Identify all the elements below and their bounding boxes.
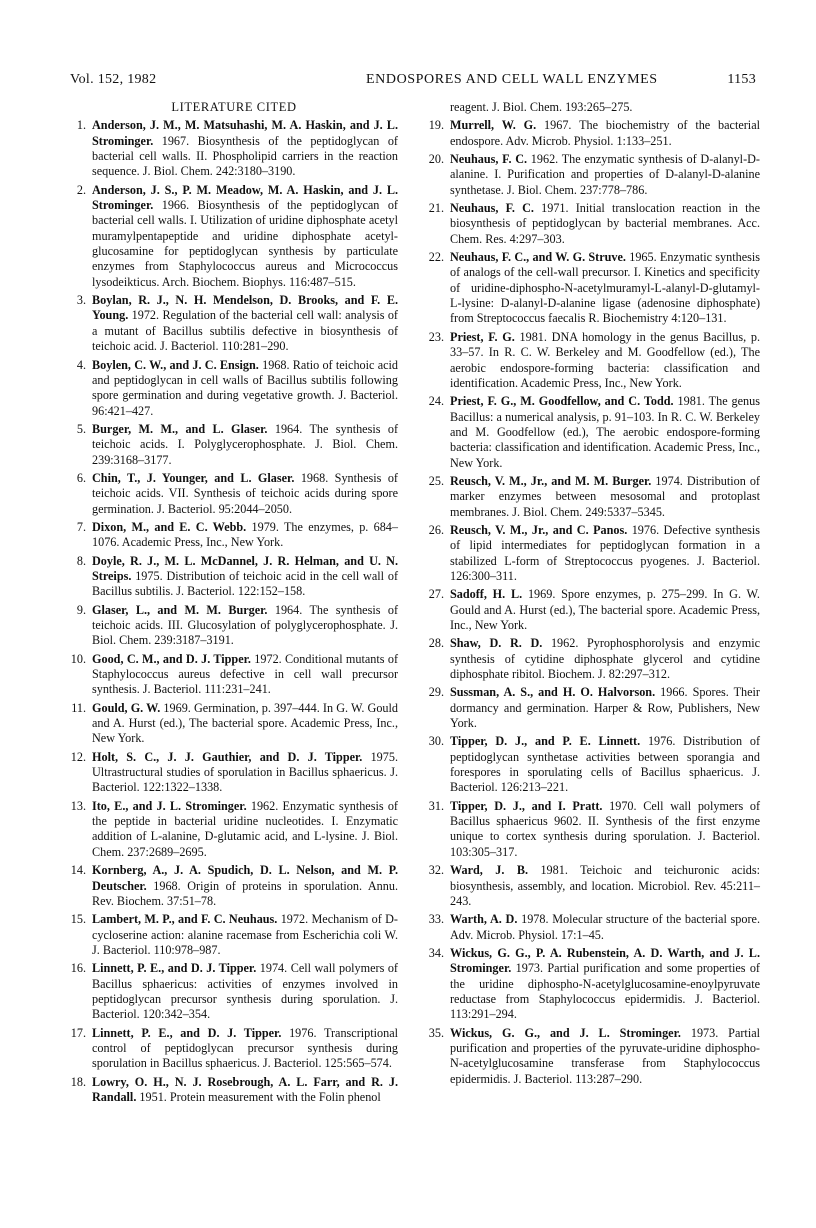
reference-item (70, 701, 398, 747)
reference-authors: Burger, M. M., and L. Glaser. (92, 421, 268, 436)
reference-number: 21. (428, 201, 444, 216)
reference-number: 16. (70, 961, 86, 976)
reference-text: 1974. Distribution of marker enzymes between mesosomal and protoplast membranes. J. Biol. Chem. 249:5337–5345. (450, 473, 760, 519)
reference-item (428, 587, 760, 633)
reference-authors: Lambert, M. P., and F. C. Neuhaus. (92, 912, 278, 927)
reference-authors: Neuhaus, F. C. (450, 201, 534, 216)
reference-item (70, 554, 398, 600)
reference-item (428, 946, 760, 1023)
reference-number: 4. (76, 357, 86, 372)
reference-item (428, 330, 760, 391)
reference-item (70, 961, 398, 1022)
reference-text: 1976. Transcriptional control of peptidoglycan precursor synthesis during sporulation in Bacillus sphaericus. J. Bacteriol. 125:565–574. (92, 1025, 398, 1071)
reference-text: 1981. The genus Bacillus: a numerical analysis, p. 91–103. In R. C. W. Berkeley and M. Goodfellow (ed.), The aerobic endospore-forming bacteria: classification and identification. Academic Press, Inc., New York. (450, 394, 760, 470)
reference-authors: Kornberg, A., J. A. Spudich, D. L. Nelson, and M. P. Deutscher. (92, 863, 398, 893)
reference-number: 15. (70, 912, 86, 927)
reference-text: 1971. Initial translocation reaction in the biosynthesis of peptidoglycan by bacterial membranes. Acc. Chem. Res. 4:297–303. (450, 201, 760, 246)
reference-item (70, 799, 398, 860)
reference-text: 1975. Ultrastructural studies of sporulation in Bacillus sphaericus. J. Bacteriol. 122:1322–1338. (92, 749, 398, 795)
reference-number: 23. (428, 329, 444, 344)
reference-text: 1972. Regulation of the bacterial cell wall: analysis of a mutant of Bacillus subtilis defective in biosynthesis of teichoic acid. J. Bacteriol. 110:281–290. (92, 308, 398, 354)
reference-text: 1978. Molecular structure of the bacterial spore. Adv. Microb. Physiol. 17:1–45. (450, 912, 760, 942)
reference-authors: Dixon, M., and E. C. Webb. (92, 519, 247, 534)
reference-text: 1970. Cell wall polymers of Bacillus sphaericus 9602. II. Synthesis of the first enzyme unique to cortex synthesis during sporulation. J. Bacteriol. 103:305–317. (450, 798, 760, 859)
reference-text: 1974. Cell wall polymers of Bacillus sphaericus: activities of enzymes involved in peptidoglycan precursor synthesis during sporulation. J. Bacteriol. 120:342–354. (92, 961, 398, 1022)
reference-text: 1951. Protein measurement with the Folin phenol (136, 1089, 381, 1104)
reference-text: 1972. Conditional mutants of Staphylococcus aureus defective in cell wall precursor synthesis. J. Bacteriol. 111:231–241. (92, 651, 399, 697)
reference-number: 3. (76, 293, 86, 308)
reference-text: 1967. The biochemistry of the bacterial endospore. Adv. Microb. Physiol. 1:133–251. (450, 118, 760, 148)
left-column (70, 100, 398, 1108)
reference-authors: Holt, S. C., J. J. Gauthier, and D. J. Tipper. (92, 749, 363, 764)
reference-authors: Linnett, P. E., and D. J. Tipper. (92, 1025, 282, 1040)
reference-text: 1973. Partial purification and properties of the pyruvate-uridine diphospho-N-acetylglucosamine transferase from Staphylococcus epidermidis. J. Bacteriol. 113:287–290. (450, 1025, 760, 1086)
reference-text: 1962. Pyrophosphorolysis and enzymic synthesis of cytidine diphosphate glycerol and cytidine diphosphate ribitol. Biochem. J. 82:297–312. (450, 636, 760, 682)
reference-item (428, 474, 760, 520)
reference-item (428, 1026, 760, 1087)
reference-authors: Reusch, V. M., Jr., and C. Panos. (450, 522, 628, 537)
reference-item (70, 422, 398, 468)
reference-item (70, 652, 398, 698)
reference-item (428, 636, 760, 682)
reference-item (70, 750, 398, 796)
running-title: ENDOSPORES AND CELL WALL ENZYMES (366, 72, 658, 87)
reference-number: 32. (428, 863, 444, 878)
reference-authors: Wickus, G. G., P. A. Rubenstein, A. D. Warth, and J. L. Strominger. (450, 945, 760, 976)
reference-number: 24. (428, 394, 444, 409)
reference-authors: Anderson, J. S., P. M. Meadow, M. A. Haskin, and J. L. Strominger. (92, 182, 398, 213)
reference-authors: Gould, G. W. (92, 700, 161, 715)
reference-item (428, 863, 760, 909)
reference-number: 1. (76, 118, 86, 133)
reference-number: 31. (428, 798, 444, 813)
reference-authors: Ward, J. B. (450, 863, 529, 878)
reference-number: 25. (428, 473, 444, 488)
reference-text: 1965. Enzymatic synthesis of analogs of the cell-wall precursor. I. Kinetics and specificity of uridine-diphospho-N-acetylmuramyl-L-alanyl-D-glutamyl-L-lysine: D-alanyl-D-alanine ligase (adenosine diphosphate) from Streptococcus faecalis R. Biochemistry 4:120–131. (450, 250, 761, 326)
reference-authors: Tipper, D. J., and I. Pratt. (450, 798, 603, 813)
reference-number: 18. (70, 1074, 86, 1089)
reference-number: 11. (71, 700, 86, 715)
reference-text: 1962. Enzymatic synthesis of the peptide in bacterial uridine nucleotides. I. Enzymatic addition of L-alanine, D-glutamic acid, and L-lysine. J. Biol. Chem. 237:2689–2695. (92, 798, 398, 859)
reference-item (428, 118, 760, 149)
reference-text: 1964. The synthesis of teichoic acids. I. Polyglycerophosphate. J. Biol. Chem. 239:3168–3177. (92, 421, 398, 467)
reference-text: 1969. Germination, p. 397–444. In G. W. Gould and A. Hurst (ed.), The bacterial spore. Academic Press, Inc., New York. (92, 700, 399, 746)
reference-item (428, 152, 760, 198)
reference-text: 1966. Biosynthesis of the peptidoglycan of bacterial cell walls. I. Utilization of uridine diphosphate acetyl muramylpentapeptide and uridine diphosphate acetyl-glucosamine for peptidoglycan synthesis by particulate enzymes from Staphylococcus aureus and Micrococcus lysodeikticus. Arch. Biochem. Biophys. 116:487–515. (92, 198, 398, 289)
reference-item (428, 394, 760, 471)
reference-text: 1972. Mechanism of D-cycloserine action: alanine racemase from Escherichia coli W. J. Bacteriol. 110:978–987. (92, 912, 398, 957)
reference-authors: Ito, E., and J. L. Strominger. (92, 798, 247, 813)
reference-item (70, 358, 398, 419)
reference-number: 9. (76, 602, 86, 617)
reference-item (428, 799, 760, 860)
reference-item (428, 685, 760, 731)
reference-number: 27. (428, 587, 444, 602)
reference-authors: Lowry, O. H., N. J. Rosebrough, A. L. Farr, and R. J. Randall. (92, 1074, 398, 1104)
reference-item (428, 912, 760, 943)
volume-label: Vol. 152, 1982 (70, 72, 157, 87)
section-title: LITERATURE CITED (171, 100, 297, 114)
reference-authors: Sadoff, H. L. (450, 587, 523, 602)
reference-item (70, 471, 398, 517)
reference-number: 33. (428, 912, 444, 927)
reference-authors: Boylan, R. J., N. H. Mendelson, D. Brooks, and F. E. Young. (92, 293, 398, 323)
reference-authors: Shaw, D. R. D. (450, 636, 543, 651)
reference-number: 34. (428, 945, 444, 960)
reference-item (70, 912, 398, 958)
reference-text: 1973. Partial purification and some properties of the uridine diphospho-N-acetylglucosamine-enoylpyruvate reductase from Staphylococcus epidermidis. J. Bacteriol. 113:291–294. (450, 961, 760, 1022)
reference-authors: Anderson, J. M., M. Matsuhashi, M. A. Haskin, and J. L. Strominger. (92, 118, 398, 148)
reference-text: 1975. Distribution of teichoic acid in the cell wall of Bacillus subtilis. J. Bacteriol. 122:152–158. (92, 568, 398, 599)
reference-list-left (70, 118, 398, 1105)
reference-number: 13. (70, 798, 86, 813)
reference-authors: Boylen, C. W., and J. C. Ensign. (92, 357, 259, 372)
reference-number: 10. (70, 651, 86, 666)
reference-text: 1981. Teichoic and teichuronic acids: biosynthesis, assembly, and location. Microbiol. Rev. 45:211–243. (450, 863, 761, 908)
reference-number: 5. (76, 421, 86, 436)
reference-authors: Neuhaus, F. C., and W. G. Struve. (450, 250, 626, 265)
reference-text: 1964. The synthesis of teichoic acids. III. Glucosylation of polyglycerophosphate. J. Biol. Chem. 239:3187–3191. (92, 602, 398, 648)
reference-item (428, 201, 760, 247)
reference-number: 14. (70, 863, 86, 878)
reference-text: 1968. Origin of proteins in sporulation. Annu. Rev. Biochem. 37:51–78. (92, 878, 398, 908)
reference-authors: Murrell, W. G. (450, 118, 537, 133)
reference-authors: Doyle, R. J., M. L. McDannel, J. R. Helman, and U. N. Streips. (92, 553, 398, 583)
page-header (70, 72, 756, 94)
reference-authors: Warth, A. D. (450, 912, 518, 927)
reference-item (70, 118, 398, 179)
reference-item (70, 1075, 398, 1106)
reference-item (428, 734, 760, 795)
page-number: 1153 (727, 72, 756, 87)
reference-authors: Linnett, P. E., and D. J. Tipper. (92, 961, 257, 976)
reference-number: 22. (428, 250, 444, 265)
reference-text: 1966. Spores. Their dormancy and germination. Harper & Row, Publishers, New York. (450, 685, 760, 731)
reference-number: 8. (76, 553, 86, 568)
reference-item (428, 250, 760, 327)
reference-number: 35. (428, 1025, 444, 1040)
reference-text: 1969. Spore enzymes, p. 275–299. In G. W. Gould and A. Hurst (ed.), The bacterial spore. Academic Press, Inc., New York. (450, 587, 760, 632)
reference-item (70, 293, 398, 354)
reference-text: 1967. Biosynthesis of the peptidoglycan of bacterial cell walls. II. Phospholipid carriers in the reaction sequence. J. Biol. Chem. 242:3180–3190. (92, 133, 398, 179)
reference-number: 19. (428, 118, 444, 133)
reference-number: 28. (428, 636, 444, 651)
reference-authors: Chin, T., J. Younger, and L. Glaser. (92, 470, 295, 485)
reference-text: 1968. Synthesis of teichoic acids. VII. Synthesis of teichoic acids during spore germination. J. Bacteriol. 95:2044–2050. (92, 470, 398, 516)
reference-text: 1962. The enzymatic synthesis of D-alanyl-D-alanine. I. Purification and properties of D-alanyl-D-alanine synthetase. J. Biol. Chem. 237:778–786. (450, 152, 760, 197)
reference-authors: Tipper, D. J., and P. E. Linnett. (450, 734, 641, 749)
right-column (428, 100, 760, 1090)
reference-number: 2. (76, 182, 86, 197)
reference-item (70, 183, 398, 290)
reference-authors: Glaser, L., and M. M. Burger. (92, 602, 268, 617)
reference-number: 7. (76, 519, 86, 534)
reference-item (70, 1026, 398, 1072)
reference-authors: Neuhaus, F. C. (450, 152, 528, 167)
reference-authors: Sussman, A. S., and H. O. Halvorson. (450, 685, 656, 700)
reference-text: 1981. DNA homology in the genus Bacillus, p. 33–57. In R. C. W. Berkeley and M. Goodfellow (ed.), The aerobic endospore-forming bacteria: classification and identification. Academic Press, Inc., New York. (450, 329, 760, 390)
reference-number: 30. (428, 734, 444, 749)
reference-authors: Priest, F. G. (450, 329, 515, 344)
reference-authors: Wickus, G. G., and J. L. Strominger. (450, 1025, 681, 1040)
reference-text: 1979. The enzymes, p. 684–1076. Academic Press, Inc., New York. (92, 519, 398, 550)
reference-text: 1976. Defective synthesis of lipid intermediates for peptidoglycan formation in a stabilized L-form of Streptococcus pyogenes. J. Bacteriol. 126:300–311. (450, 522, 760, 583)
reference-item (428, 523, 760, 584)
reference-number: 17. (70, 1025, 86, 1040)
reference-authors: Reusch, V. M., Jr., and M. M. Burger. (450, 473, 652, 488)
reference-number: 26. (428, 522, 444, 537)
reference-continuation: reagent. J. Biol. Chem. 193:265–275. (450, 100, 633, 114)
reference-text: 1968. Ratio of teichoic acid and peptidoglycan in cell walls of Bacillus subtilis following spore germination and during vegetative growth. J. Bacteriol. 96:421–427. (92, 357, 398, 418)
reference-item (70, 863, 398, 909)
reference-number: 12. (70, 749, 86, 764)
reference-text: 1976. Distribution of peptidoglycan synthetase activities between sporangia and forespores in sporulating cells of Bacillus sphaericus. J. Bacteriol. 126:213–221. (450, 734, 760, 795)
reference-item (70, 603, 398, 649)
reference-authors: Good, C. M., and D. J. Tipper. (92, 651, 251, 666)
reference-authors: Priest, F. G., M. Goodfellow, and C. Todd. (450, 394, 674, 409)
reference-list-right (428, 118, 760, 1087)
reference-number: 6. (76, 470, 86, 485)
reference-number: 20. (428, 152, 444, 167)
reference-number: 29. (428, 685, 444, 700)
reference-item (70, 520, 398, 551)
